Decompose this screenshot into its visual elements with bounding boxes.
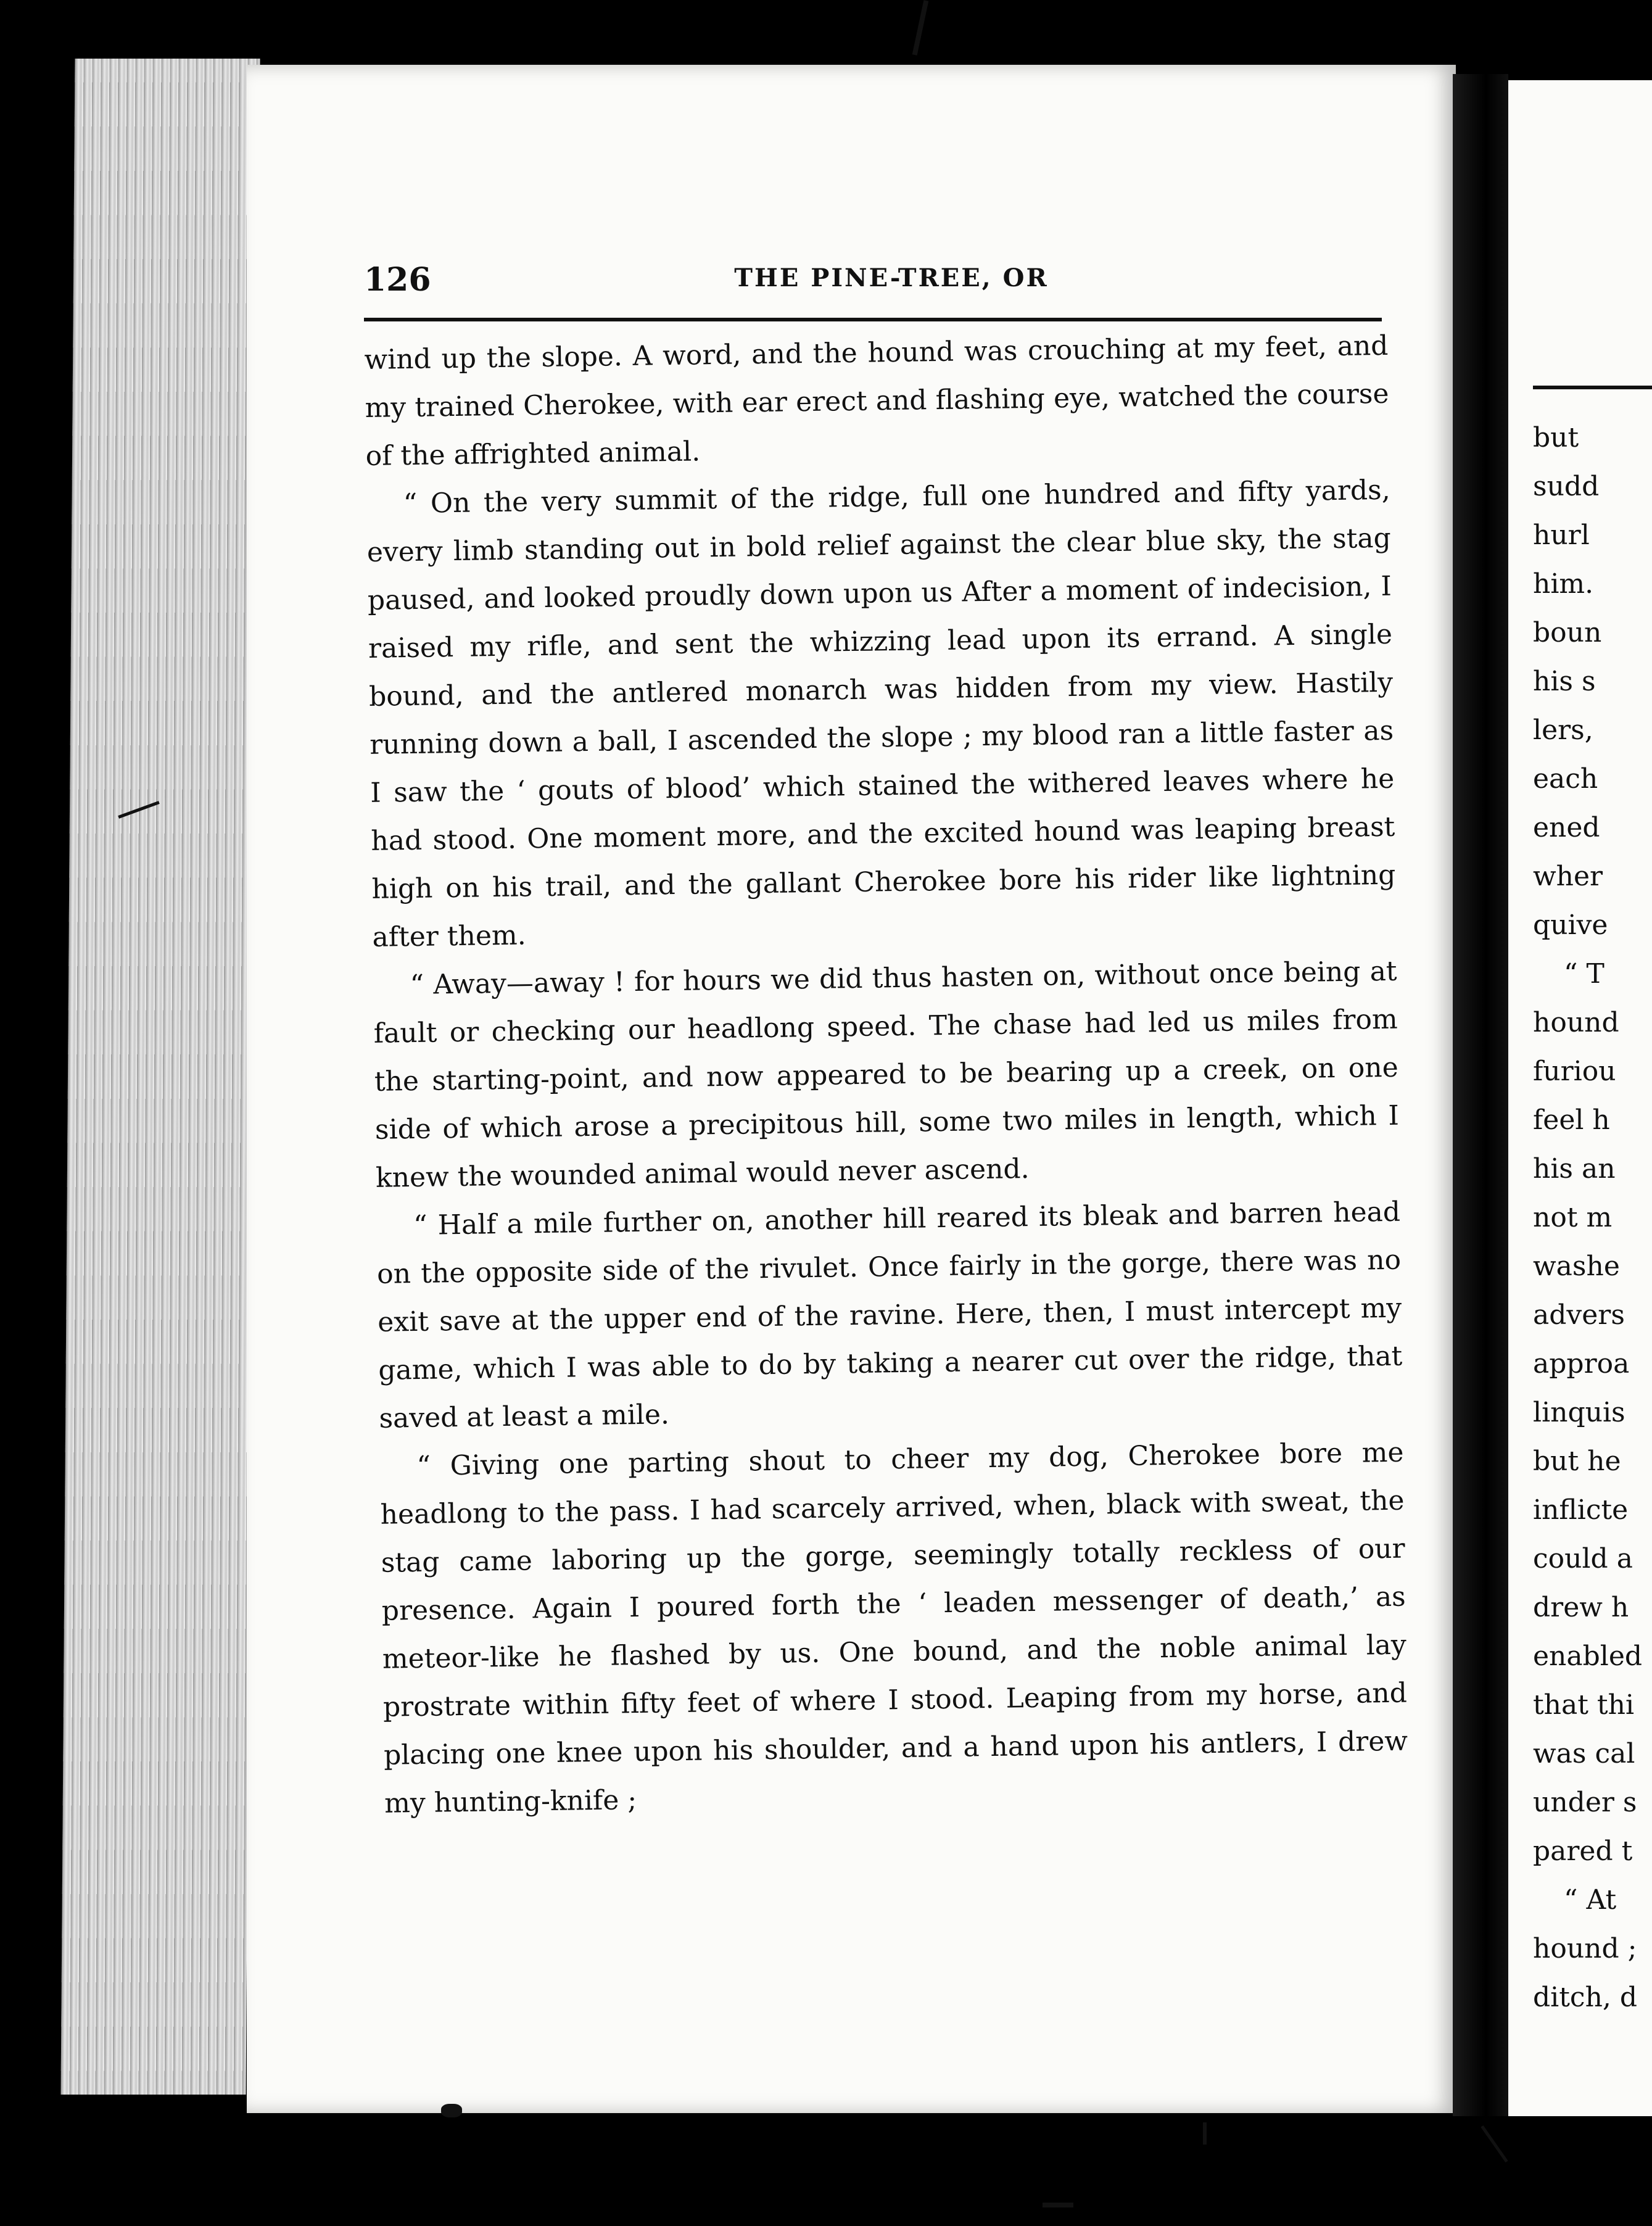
facing-page-line: under s: [1533, 1787, 1637, 1818]
facing-page-line: feel h: [1533, 1104, 1610, 1136]
facing-page-line: approa: [1533, 1348, 1630, 1380]
scan-mark-bottom-2: [1203, 2122, 1207, 2145]
facing-page-line: was cal: [1533, 1738, 1635, 1769]
facing-page-line: wher: [1533, 861, 1603, 892]
left-page: [247, 65, 1456, 2113]
page-edge-stack: [60, 59, 260, 2095]
facing-page-line: could a: [1533, 1543, 1633, 1574]
page-number: 126: [364, 261, 431, 299]
facing-page-line: “ At: [1564, 1884, 1617, 1916]
page-header: [364, 250, 1382, 321]
facing-page-line: inflicte: [1533, 1494, 1629, 1526]
facing-page-lines: [1533, 413, 1642, 2022]
facing-page-line: that thi: [1533, 1689, 1635, 1721]
paragraph-4: “ Half a mile further on, another hill reared its bleak and barren head on the opposite side of the rivulet. Once fairly in the gorge, there was no exit save at the upper end of the ravine. Here, then, I must intercept my game, which I was able to do by taking a nearer cut over the ridge, that saved at least a mile.: [376, 1196, 1403, 1434]
facing-page-line: lers,: [1533, 714, 1593, 746]
paragraph-2: “ On the very summit of the ridge, full one hundred and fifty yards, every limb standing out in bold relief against the clear blue sky, the stag paused, and looked proudly down upon us After a moment of indecision, I raised my rifle, and sent the whizzing lead upon its errand. A single bound, and the antlered monarch was hidden from my view. Hastily running down a ball, I ascended the slope ; my blood ran a little faster as I saw the ‘ gouts of blood’ which stained the withered leaves where he had stood. One moment more, and the excited hound was leaping breast high on his trail, and the gallant Cherokee bore his rider like lightning after them.: [366, 474, 1396, 953]
facing-page-line: furiou: [1533, 1056, 1616, 1087]
scan-mark-bottom-1: [441, 2104, 462, 2117]
facing-page-line: each: [1533, 763, 1598, 795]
facing-page-line: drew h: [1533, 1592, 1629, 1623]
facing-page-line: washe: [1533, 1251, 1620, 1282]
facing-page-line: enabled: [1533, 1641, 1643, 1672]
facing-page-fragment: [1508, 80, 1652, 2116]
facing-page-line: but: [1533, 422, 1579, 453]
facing-page-line: “ T: [1564, 958, 1605, 990]
facing-page-line: ditch, d: [1533, 1982, 1638, 2013]
facing-page-line: boun: [1533, 617, 1602, 648]
facing-page-line: hurl: [1533, 519, 1590, 551]
paragraph-5: “ Giving one parting shout to cheer my dog, Cherokee bore me headlong to the pass. I had scarcely arrived, when, black with sweat, the stag came laboring up the gorge, seemingly totally reckless of our presence. Again I poured forth the ‘ leaden messenger of death,’ as meteor-like he flashed by us. One bound, and the noble animal lay prostrate within fifty feet of where I stood. Leaping from my horse, and placing one knee upon his shoulder, and a hand upon his antlers, I drew my hunting-knife ;: [380, 1436, 1408, 1819]
running-head: THE PINE-TREE, OR: [734, 263, 1049, 292]
scan-mark-bottom-3: [1481, 2125, 1508, 2162]
body-text: [364, 322, 1409, 1828]
facing-page-line: hound ;: [1533, 1933, 1637, 1964]
facing-page-line: hound: [1533, 1007, 1619, 1038]
facing-page-line: his an: [1533, 1153, 1616, 1185]
paragraph-1: wind up the slope. A word, and the hound was crouching at my feet, and my trained Cherokee, with ear erect and flashing eye, watched the course of the affrighted animal.: [364, 329, 1389, 472]
facing-page-line: not m: [1533, 1202, 1613, 1233]
scan-mark-bottom-4: [1043, 2203, 1073, 2207]
facing-page-line: his s: [1533, 666, 1596, 697]
facing-page-line: but he: [1533, 1446, 1621, 1477]
facing-page-line: quive: [1533, 909, 1608, 941]
facing-page-header-rule: [1533, 386, 1652, 389]
facing-page-line: him.: [1533, 568, 1594, 600]
facing-page-line: pared t: [1533, 1835, 1633, 1867]
facing-page-line: ened: [1533, 812, 1600, 843]
book-spine-gutter: [1453, 74, 1508, 2116]
facing-page-line: sudd: [1533, 471, 1600, 502]
facing-page-line: linquis: [1533, 1397, 1625, 1428]
paragraph-3: “ Away—away ! for hours we did thus hasten on, without once being at fault or checking our headlong speed. The chase had led us miles from the starting-point, and now appeared to be bearing up a creek, on one side of which arose a precipitous hill, some two miles in length, which I knew the wounded animal would never ascend.: [373, 955, 1400, 1194]
scan-mark-top: [912, 0, 929, 56]
facing-page-line: advers: [1533, 1299, 1625, 1331]
